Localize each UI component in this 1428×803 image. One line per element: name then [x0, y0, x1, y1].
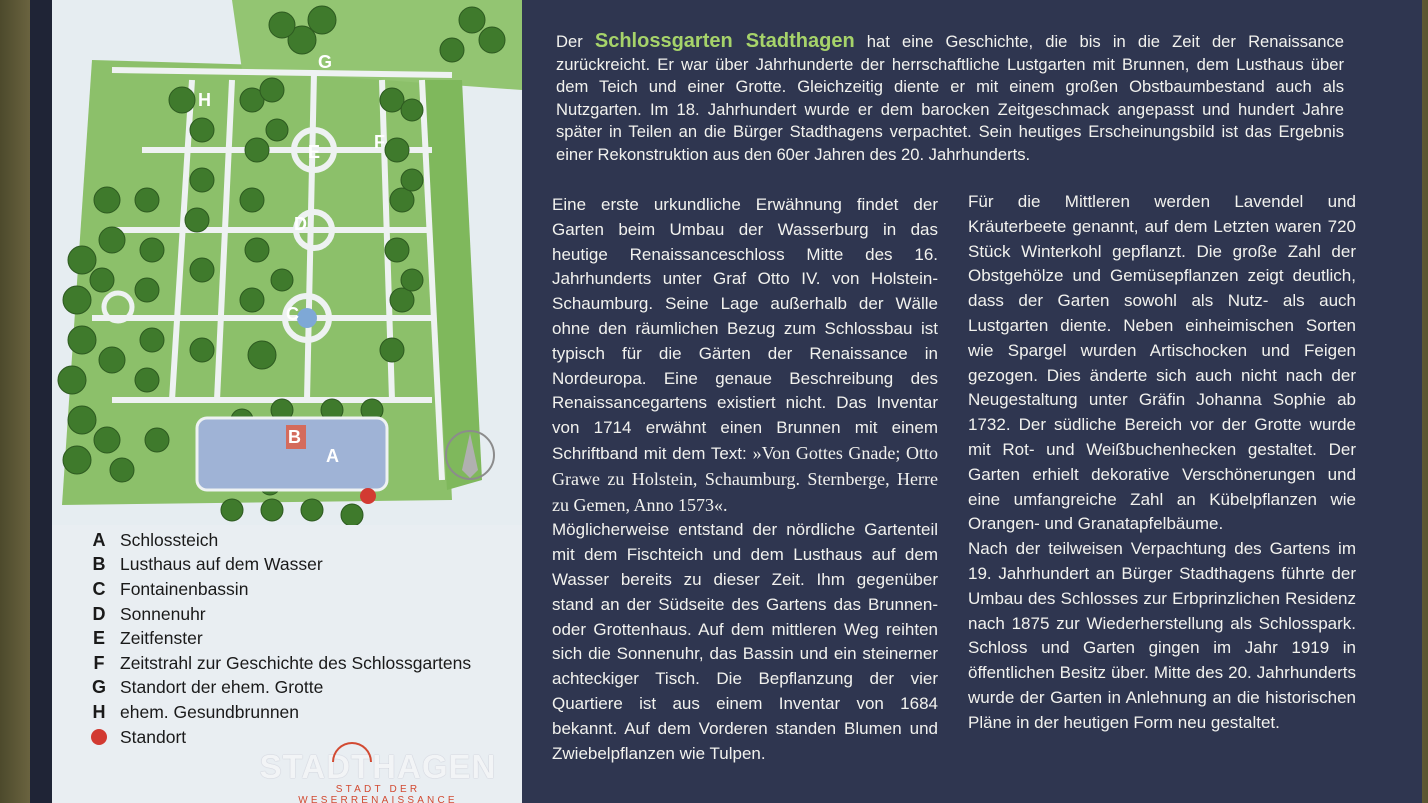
- paragraph: Eine erste urkundliche Erwähnung findet der Garten beim Umbau der Wasserburg in das heutige Renaissanceschloss Mitte des 16. Jahrhunderts unter Graf Otto IV. von Holstein-Schaumburg. Seine Lage außerhalb der Wälle ohne den räumlichen Bezug zum Schlossbau ist typisch für die Gärten der Renaissance in Nordeuropa. Eine genaue Beschreibung des Renaissancegartens existiert nicht. Das Inventar von 1714 erwähnt einen Brunnen mit einem Schriftband mit dem Text: »Von Gottes Gnade; Otto Grawe zu Holstein, Schaumburg. Sternberge, Herre zu Gemen, Anno 1573«.: [552, 195, 938, 515]
- text-panel: [522, 0, 1402, 803]
- location-dot-icon: [91, 729, 107, 745]
- text-column-right: [968, 190, 1356, 736]
- board-edge: [30, 0, 52, 803]
- map-label-h: H: [198, 90, 211, 110]
- title-highlight: Schlossgarten Stadthagen: [594, 30, 855, 52]
- legend-item: D Sonnenuhr: [92, 603, 206, 624]
- legend-item: E Zeitfenster: [92, 628, 203, 649]
- paragraph: Möglicherweise entstand der nördliche Gartenteil mit dem Fischteich und dem Lusthaus auf dem Wasser bereits zu dieser Zeit. Ihm gegenüber stand an der Südseite des Gartens das Brunnen- oder Grottenhaus. Auf dem mittleren Weg reihten sich die Sonnenuhr, das Bassin und ein steinerner achteckiger Tisch. Die Bepflanzung der vier Quartiere ist aus einem Inventar von 1684 bekannt. Auf dem Vorderen standen Blumen und Zwiebelpflanzen wie Tulpen.: [552, 520, 938, 763]
- paragraph: Nach der teilweisen Verpachtung des Gartens im 19. Jahrhundert an Bürger Stadthagens führte der Umbau des Schlosses zur Erbprinzlichen Residenz nach 1875 zur Wiederherstellung als Schlosspark. Schloss und Garten gingen im Jahr 1919 in öffentlichen Besitz über. Mitte des 20. Jahrhunderts wurde der Garten in Anlehnung an die historischen Pläne in der heutigen Form neu gestaltet.: [968, 539, 1356, 732]
- legend-item: B Lusthaus auf dem Wasser: [92, 554, 323, 575]
- map-label-d: D: [294, 214, 307, 234]
- map-legend: [82, 528, 522, 749]
- paragraph: Für die Mittleren werden Lavendel und Kräuterbeete genannt, auf dem Letzten waren 720 Stück Winterkohl gepflanzt. Die große Zahl der Obstgehölze und Gemüsepflanzen zeigt deutlich, dass der Garten sowohl als Nutz- als auch Lustgarten diente. Neben einheimischen Sorten wie Spargel wurden Artischocken und Feigen gezogen. Dies änderte sich auch nicht nach der Neugestaltung unter Gräfin Johanna Sophie ab 1732. Der südliche Bereich vor der Grotte wurde mit Rot- und Weißbuchenhecken gestaltet. Der Garten erhielt dekorative Verschönerungen und eine umfangreiche Zahl an Kübelpflanzen wie Orangen- und Granatapfelbäume.: [968, 192, 1356, 534]
- legend-item: F Zeitstrahl zur Geschichte des Schlossgartens: [93, 652, 472, 673]
- intro-paragraph: Der Schlossgarten Stadthagen hat eine Geschichte, die bis in die Zeit der Renaissance zurückreicht. Er war über Jahrhunderte der herrschaftliche Lustgarten mit Brunnen, dem Lusthaus über dem Teich und einer Grotte. Gleichzeitig diente er mit einem großen Obstbaumbestand auch als Nutzgarten. Im 18. Jahrhundert wurde er dem barocken Zeitgeschmack angepasst und hundert Jahre später in Teilen an die Bürger Stadthagens verpachtet. Sein heutiges Erscheinungsbild ist das Ergebnis einer Rekonstruktion aus den 60er Jahren des 20. Jahrhunderts.: [556, 30, 1344, 164]
- map-label-a: A: [326, 446, 339, 466]
- map-label-e: E: [308, 142, 321, 162]
- legend-item-standort: Standort: [82, 725, 522, 750]
- map-label-b: B: [288, 427, 301, 447]
- legend-item: C Fontainenbassin: [92, 578, 249, 599]
- legend-item: H ehem. Gesundbrunnen: [92, 701, 300, 722]
- text-column-left: [552, 193, 938, 766]
- inscription-quote: »Von Gottes Gnade; Otto Grawe zu Holstein, Schaumburg. Sternberge, Herre zu Gemen, Anno 1573«.: [552, 442, 938, 515]
- garden-map: [52, 0, 522, 525]
- legend-item: A Schlossteich: [92, 529, 219, 550]
- stadthagen-logo: STADTHAGEN STADT DER WESERRENAISSANCE: [258, 748, 498, 800]
- map-label-f: F: [374, 132, 385, 152]
- map-label-c: C: [286, 304, 299, 324]
- map-label-g: G: [318, 52, 333, 72]
- map-panel: [52, 0, 522, 803]
- legend-item: G Standort der ehem. Grotte: [91, 677, 324, 698]
- location-marker: [360, 488, 376, 504]
